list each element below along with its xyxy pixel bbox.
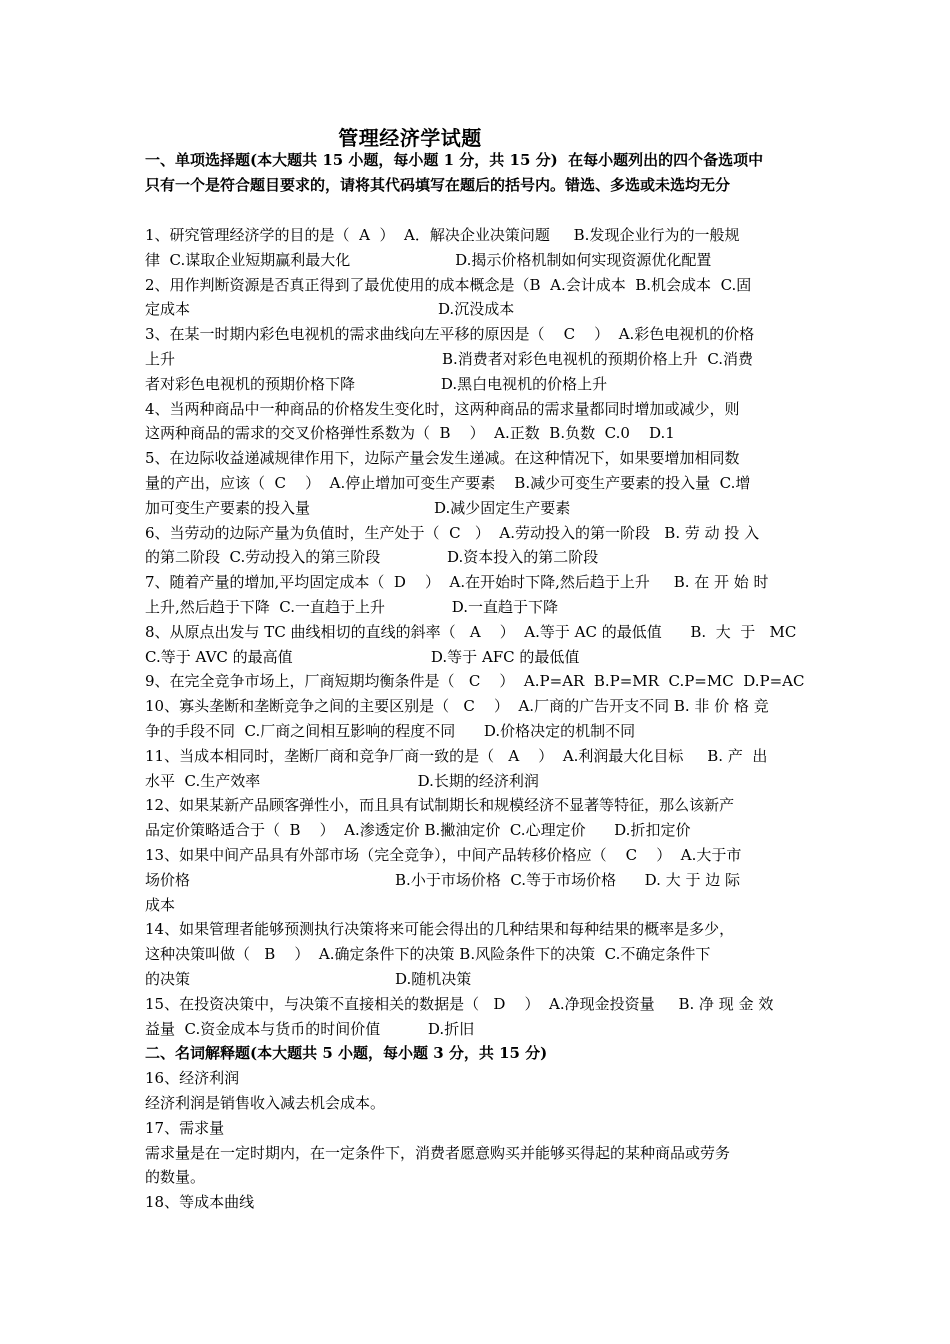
question-line: 13、如果中间产品具有外部市场（完全竞争），中间产品转移价格应（ C ） A.大于市	[145, 846, 742, 864]
question-line: 9、在完全竞争市场上，厂商短期均衡条件是（ C ） A.P=AR B.P=MR C.P=MC D.P=AC	[145, 672, 805, 691]
question-line: 14、如果管理者能够预测执行决策将来可能会得出的几种结果和每种结果的概率是多少，	[145, 920, 735, 939]
question-line: 这种决策叫做（ B ） A.确定条件下的决策 B.风险条件下的决策 C.不确定条件下	[145, 945, 711, 964]
question-line: 5、在边际收益递减规律作用下，边际产量会发生递减。在这种情况下，如果要增加相同数	[145, 449, 740, 468]
question-line: 者对彩色电视机的预期价格下降 D.黑白电视机的价格上升	[145, 374, 608, 393]
question-line: 律 C.谋取企业短期赢利最大化 D.揭示价格机制如何实现资源优化配置	[145, 250, 712, 269]
question-line: 3、在某一时期内彩色电视机的需求曲线向左平移的原因是（ C ） A.彩色电视机的价格	[145, 325, 755, 344]
question-line: 上升 B.消费者对彩色电视机的预期价格上升 C.消费	[145, 350, 754, 368]
section2-header: 二、名词解释题(本大题共 5 小题，每小题 3 分，共 15 分)	[145, 1044, 548, 1063]
question-line: 场价格 B.小于市场价格 C.等于市场价格 D. 大 于 边 际	[145, 870, 741, 889]
question-line: 7、随着产量的增加,平均固定成本（ D ） A.在开始时下降,然后趋于上升 B. 在 开 始 时	[145, 573, 769, 592]
question-line: 15、在投资决策中，与决策不直接相关的数据是（ D ） A.净现金投资量 B. 净 现 金 效	[145, 994, 774, 1013]
question-line: 争的手段不同 C.厂商之间相互影响的程度不同 D.价格决定的机制不同	[145, 722, 636, 740]
question-line: 量的产出，应该（ C ） A.停止增加可变生产要素 B.减少可变生产要素的投入量 C.增	[145, 474, 751, 492]
question-line: 定成本 D.沉没成本	[145, 300, 515, 319]
question-line: 10、寡头垄断和垄断竞争之间的主要区别是（ C ） A.厂商的广告开支不同 B. 非 价 格 竞	[145, 697, 769, 716]
section2-line: 16、经济利润	[145, 1069, 240, 1088]
section2-line: 需求量是在一定时期内，在一定条件下，消费者愿意购买并能够买得起的某种商品或劳务	[145, 1143, 731, 1162]
question-line: 1、研究管理经济学的目的是（ A ） A．解决企业决策问题 B.发现企业行为的一般规	[145, 226, 740, 244]
section2-line: 17、需求量	[145, 1118, 225, 1137]
question-line: 成本	[145, 895, 176, 914]
question-line: 8、从原点出发与 TC 曲线相切的直线的斜率（ A ） A.等于 AC 的最低值 B. 大 于 MC	[145, 622, 797, 641]
section2-line: 的数量。	[145, 1168, 206, 1187]
document-title: 管理经济学试题	[338, 126, 482, 150]
question-line: 加可变生产要素的投入量 D.减少固定生产要素	[145, 498, 571, 517]
question-line: 品定价策略适合于（ B ） A.渗透定价 B.撇油定价 C.心理定价 D.折扣定价	[145, 821, 691, 840]
question-line: 上升,然后趋于下降 C.一直趋于上升 D.一直趋于下降	[145, 598, 559, 616]
question-line: 益量 C.资金成本与货币的时间价值 D.折旧	[145, 1019, 475, 1038]
question-line: 6、当劳动的边际产量为负值时，生产处于（ C ） A.劳动投入的第一阶段 B. 劳 动 投 入	[145, 523, 760, 542]
section1-header-line-2: 只有一个是符合题目要求的，请将其代码填写在题后的括号内。错选、多选或未选均无分	[145, 176, 731, 194]
question-line: 的第二阶段 C.劳动投入的第三阶段 D.资本投入的第二阶段	[145, 548, 599, 567]
question-line: 11、当成本相同时，垄断厂商和竞争厂商一致的是（ A ） A.利润最大化目标 B. 产 出	[145, 746, 768, 765]
question-line: 水平 C.生产效率 D.长期的经济利润	[145, 771, 539, 790]
section2-line: 经济利润是销售收入减去机会成本。	[145, 1094, 386, 1112]
question-line: C.等于 AVC 的最高值 D.等于 AFC 的最低值	[145, 647, 580, 666]
question-line: 2、用作判断资源是否真正得到了最优使用的成本概念是（B A.会计成本 B.机会成本 C.固	[145, 275, 752, 294]
section1-header-line-1: 一、单项选择题(本大题共 15 小题，每小题 1 分，共 15 分) 在每小题列出的四个备选项中	[145, 151, 764, 169]
section2-line: 18、等成本曲线	[145, 1193, 255, 1212]
question-line: 4、当两种商品中一种商品的价格发生变化时，这两种商品的需求量都同时增加或减少，则	[145, 399, 740, 418]
question-line: 12、如果某新产品顾客弹性小，而且具有试制期长和规模经济不显著等特征，那么该新产	[145, 796, 735, 815]
question-line: 的决策 D.随机决策	[145, 970, 472, 988]
question-line: 这两种商品的需求的交叉价格弹性系数为（ B ） A.正数 B.负数 C.0 D.1	[145, 424, 675, 443]
